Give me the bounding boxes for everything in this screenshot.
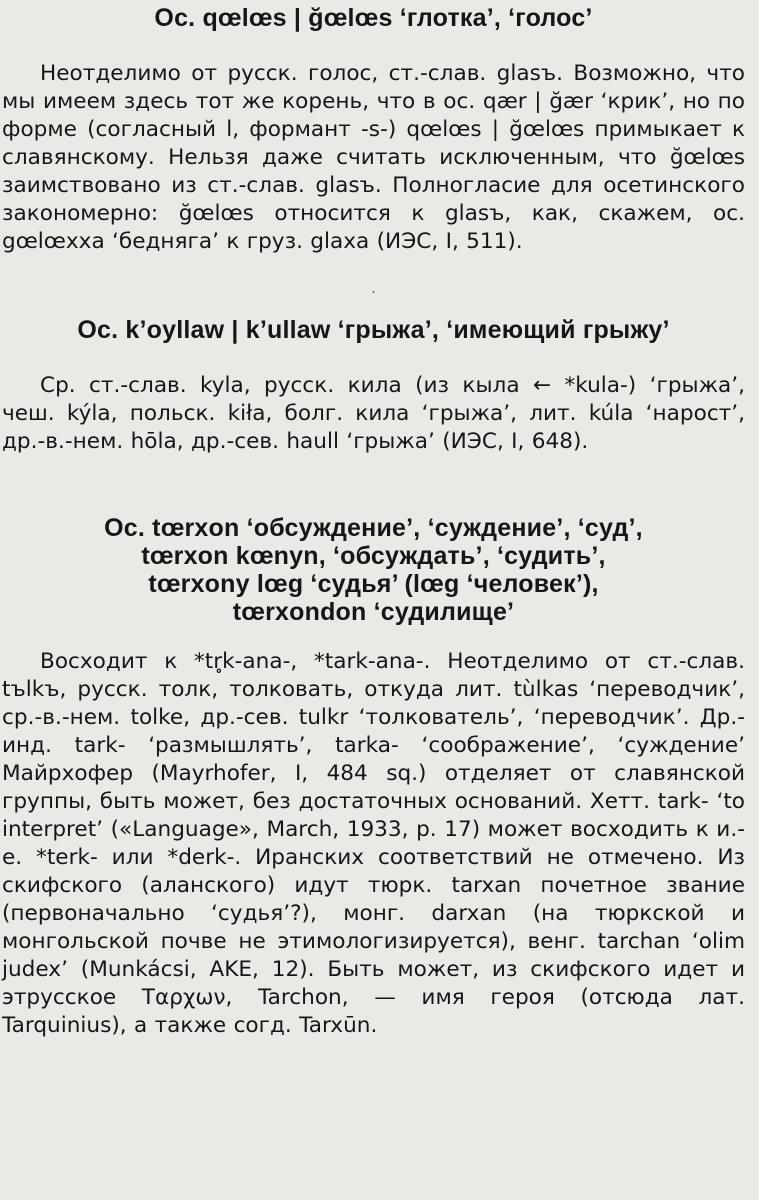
heading-line: Ос. tœrxon ‘обсуждение’, ‘суждение’, ‘суд’, — [104, 514, 643, 542]
entry-text-taerxon: Восходит к *tr̥k-ana-, *tark-ana-. Неотделимо от ст.-слав. tъlkъ, русск. толк, толковать, откуда лит. tùlkas ‘переводчик’, ср.-в.-нем. tolke, др.-сев. tulkr ‘толкователь’, ‘переводчик’. Др.-инд. tark- ‘размышлять’, tarka- ‘соображение’, ‘суждение’ Майрхофер (Mayrhofer, I, 484 sq.) отделяет от славянской группы, быть может, без достаточных оснований. Хетт. tark- ‘to interpret’ («Language», March, 1933, p. 17) может восходить к и.-е. *terk- или *derk-. Иранских соответствий не отмечено. Из скифского (аланского) идут тюрк. tarxan почетное звание (первоначально ‘судья’?), монг. darxan (на тюркской и монгольской почве не этимологизируется), венг. tarchan ‘olim judex’ (Munkácsi, AKE, 12). Быть может, из скифского идет и этрусское Ταρχων, Tarchon, — имя героя (отсюда лат. Tarquinius), а также согд. Tarxūn. — [2, 649, 745, 1038]
heading-line: Ос. qœlœs | ğœlœs ‘глотка’, ‘голос’ — [154, 4, 593, 32]
entry-text-kyllaw: Ср. ст.-слав. kyla, русск. кила (из кыла ← *kula-) ‘грыжа’, чеш. kýla, польск. kiła, болг. кила ‘грыжа’, лит. kúla ‘нарост’, др.-в.-нем. hōla, др.-сев. haull ‘грыжа’ (ИЭС, I, 648). — [2, 373, 745, 454]
entry-heading-qaelaes — [2, 4, 745, 32]
entry-heading-kyllaw — [2, 316, 745, 344]
entry-text-qaelaes: Неотделимо от русск. голос, ст.-слав. glasъ. Возможно, что мы имеем здесь тот же корень, что в ос. qær | ğær ‘крик’, но по форме (согласный l, формант -s-) qœlœs | ğœlœs примыкает к славянскому. Нельзя даже считать исключенным, что ğœlœs заимствовано из ст.-слав. glasъ. Полногласие для осетинского закономерно: ğœlœs относится к glasъ, как, скажем, ос. gœlœxxa ‘бедняга’ к груз. glaxa (ИЭС, I, 511). — [2, 61, 745, 254]
entry-heading-taerxon — [2, 514, 745, 626]
separator-dot: . — [371, 281, 376, 297]
heading-line: tœrxondon ‘судилище’ — [232, 598, 515, 626]
heading-line: tœrxony lœg ‘судья’ (lœg ‘человек’), — [148, 570, 599, 598]
heading-line: Ос. k’oyllaw | k’ullaw ‘грыжа’, ‘имеющий грыжу’ — [77, 316, 670, 344]
heading-line: tœrxon kœnyn, ‘обсуждать’, ‘судить’, — [141, 542, 606, 570]
